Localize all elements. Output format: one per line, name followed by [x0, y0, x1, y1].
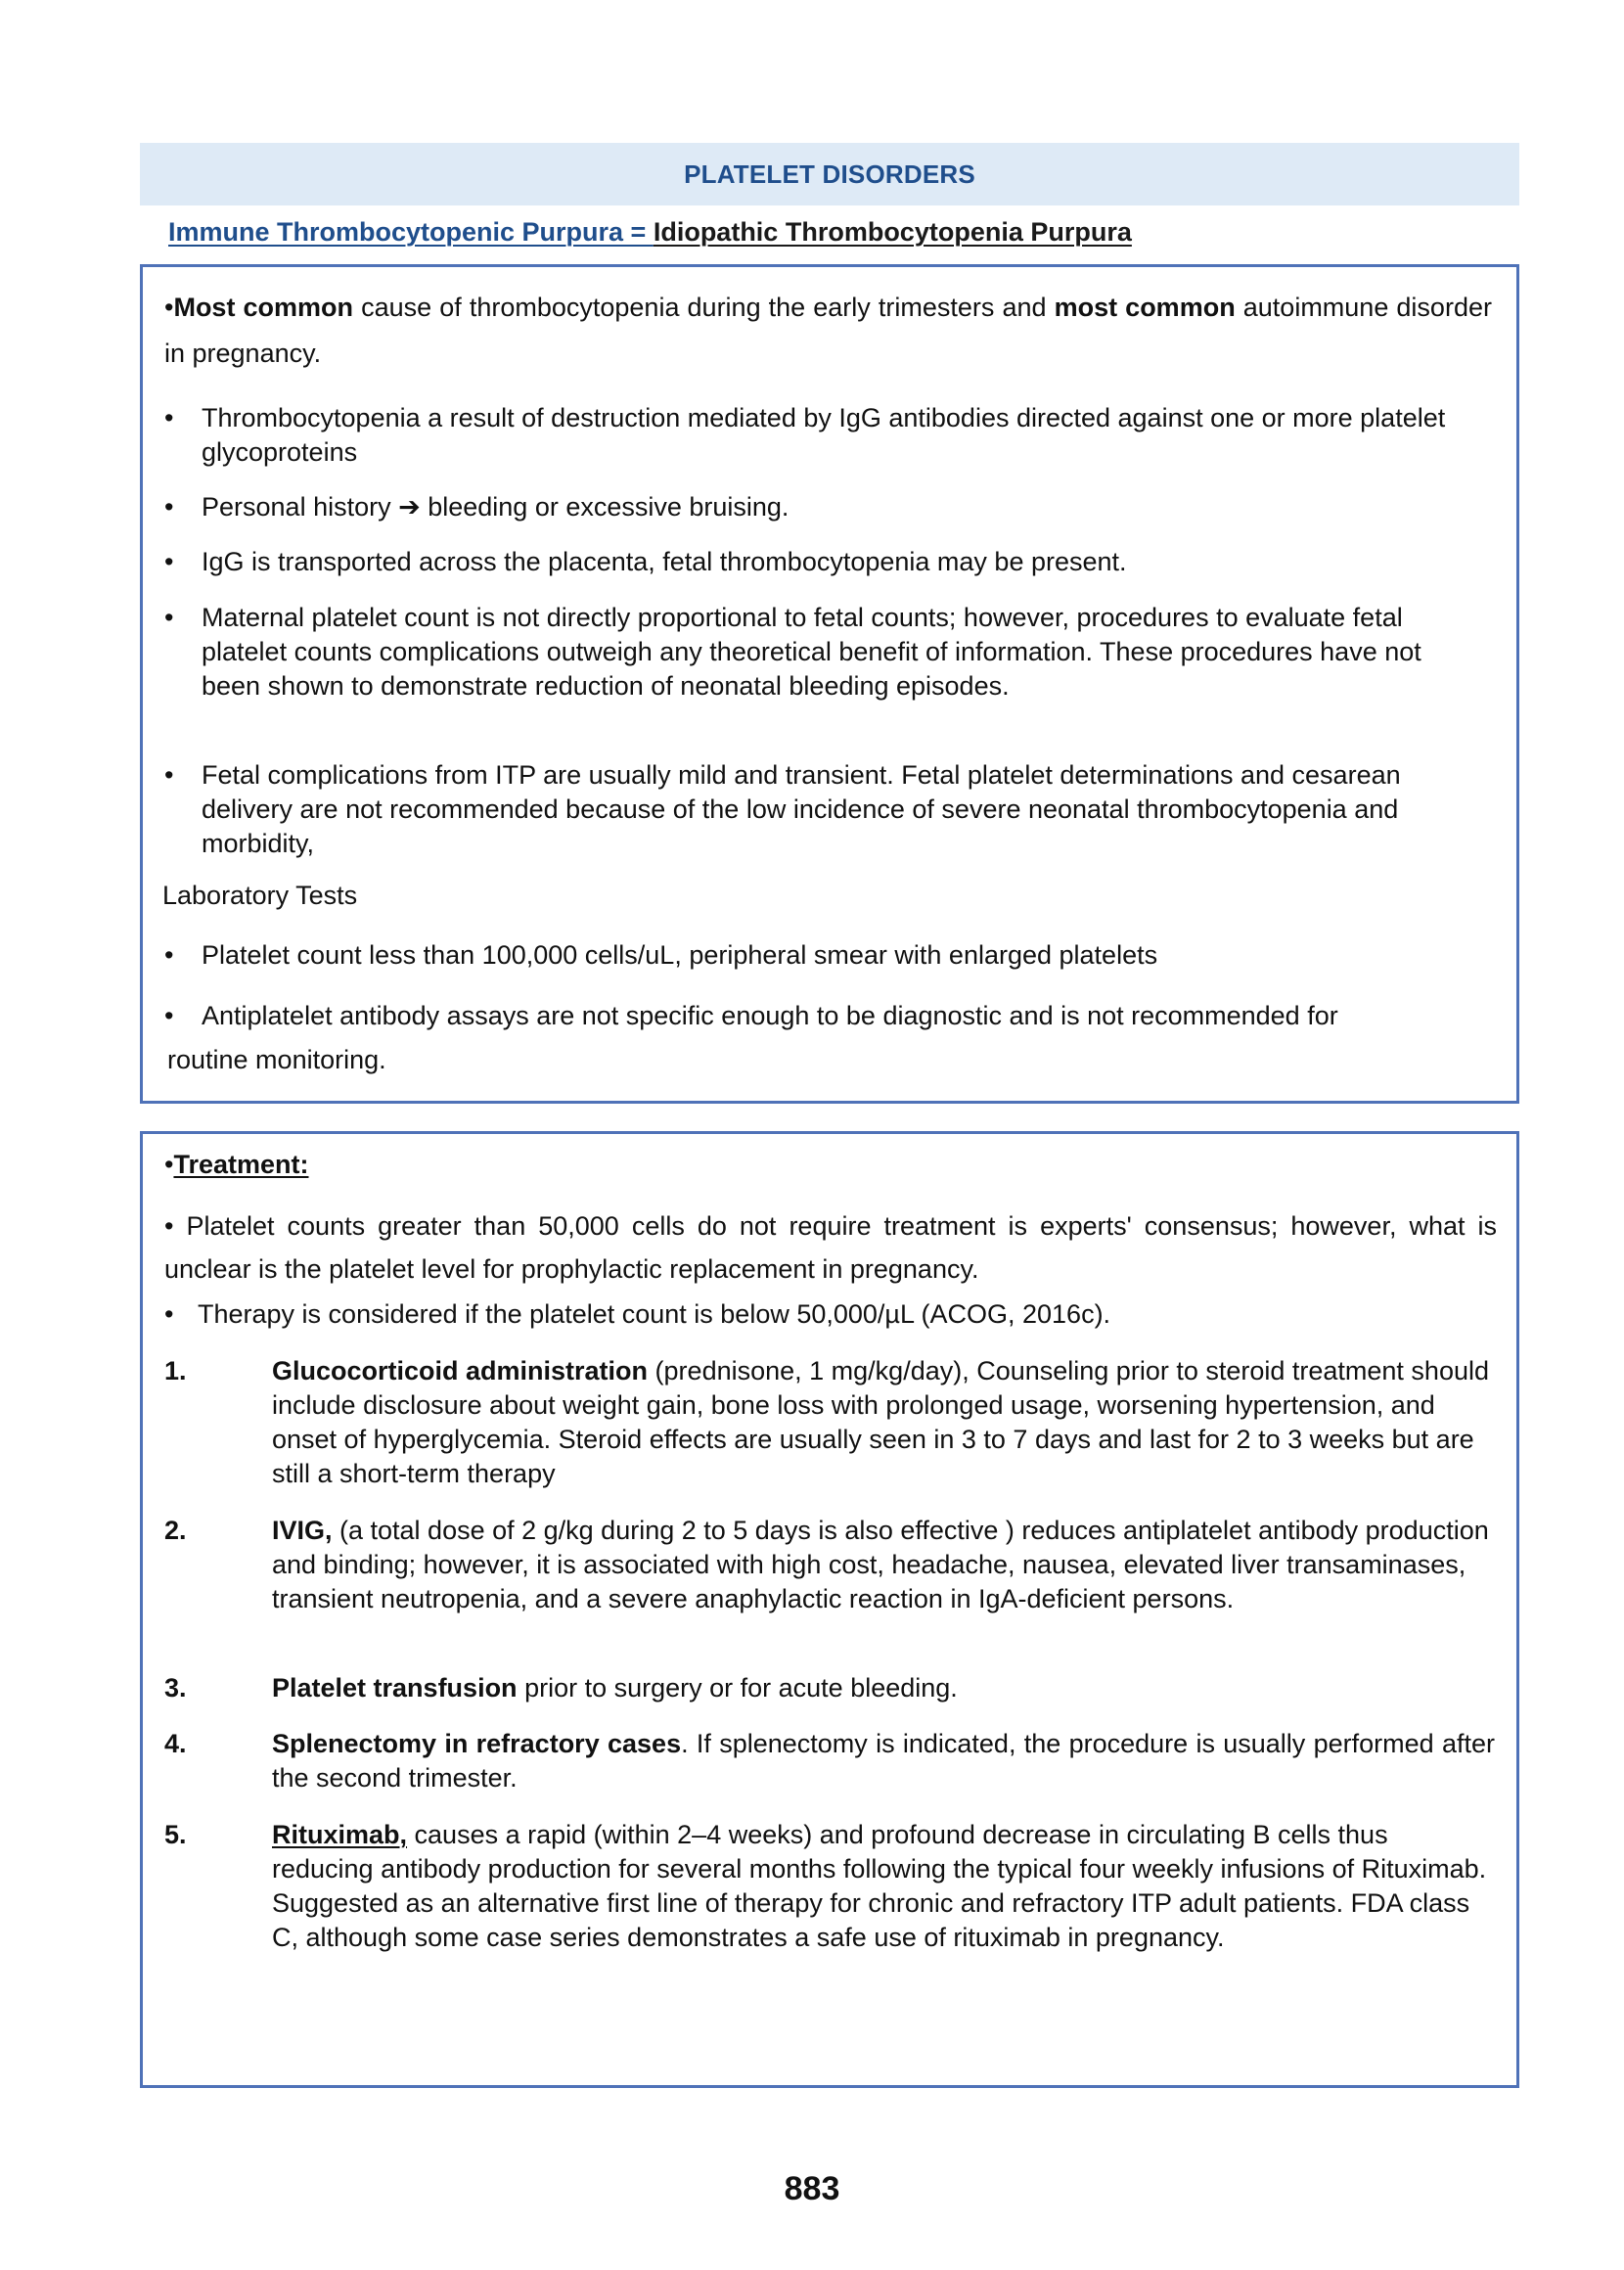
- arrow-right-icon: ➔: [398, 492, 421, 522]
- item-body: . If splenectomy is indicated, the procedure is usually performed after the second trimester.: [272, 1729, 1495, 1793]
- history-label: Personal history: [202, 492, 399, 522]
- bullet-glyph: •: [164, 403, 174, 432]
- item-body: (a total dose of 2 g/kg during 2 to 5 days is also effective ) reduces antiplatelet antibody production and binding; however, it is associated with high cost, headache, nausea, elevated liver transaminases, transient neutropenia, and a severe anaphylactic reaction in IgA-deficient persons.: [272, 1516, 1489, 1613]
- bullet-glyph: •: [164, 603, 174, 632]
- item-text: [272, 1671, 1495, 1705]
- therapy-text: Therapy is considered if the platelet count is below 50,000/µL (ACOG, 2016c).: [198, 1299, 1111, 1329]
- item-title: Splenectomy in refractory cases: [272, 1729, 682, 1758]
- lab-tests-heading: Laboratory Tests: [162, 881, 358, 910]
- list-item-text: Fetal complications from ITP are usually mild and transient. Fetal platelet determinations and cesarean delivery are not recommended because of the low incidence of severe neonatal thrombocytopenia and morbidity,: [202, 760, 1401, 858]
- bullet-glyph: •: [164, 940, 174, 970]
- overview-box: [140, 264, 1519, 1104]
- bullet-glyph: •: [164, 1150, 174, 1179]
- list-item-text: Maternal platelet count is not directly proportional to fetal counts; however, procedures to evaluate fetal platelet counts complications outweigh any theoretical benefit of information. These procedures have not been shown to demonstrate reduction of neonatal bleeding episodes.: [202, 603, 1421, 701]
- list-item-text: IgG is transported across the placenta, fetal thrombocytopenia may be present.: [202, 547, 1127, 576]
- subtitle-synonym: Idiopathic Thrombocytopenia Purpura: [653, 217, 1132, 247]
- item-number: 1.: [164, 1356, 187, 1385]
- item-number: 2.: [164, 1516, 187, 1545]
- item-text: [272, 1514, 1495, 1616]
- item-number: 4.: [164, 1729, 187, 1758]
- bullet-glyph: •: [164, 293, 174, 322]
- intro-mid: cause of thrombocytopenia during the early trimesters and: [353, 293, 1055, 322]
- subtitle: [168, 217, 1132, 248]
- list-item-text: Platelet count less than 100,000 cells/uL, peripheral smear with enlarged platelets: [202, 940, 1158, 970]
- item-body: prior to surgery or for acute bleeding.: [517, 1673, 958, 1702]
- consensus-paragraph: • Platelet counts greater than 50,000 cells do not require treatment is experts' consensus; however, what is unclear is the platelet level for prophylactic replacement in pregnancy.: [164, 1211, 1497, 1284]
- item-text: [272, 1727, 1495, 1795]
- list-item-text: Antiplatelet antibody assays are not specific enough to be diagnostic and is not recommended for: [202, 1001, 1338, 1030]
- history-text: bleeding or excessive bruising.: [420, 492, 789, 522]
- item-body: causes a rapid (within 2–4 weeks) and profound decrease in circulating B cells thus reducing antibody production for several months following the typical four weekly infusions of Rituximab. Suggested as an alternative first line of therapy for chronic and refractory ITP adult patients. FDA class C, although some case series demonstrates a safe use of rituximab in pregnancy.: [272, 1820, 1487, 1952]
- item-number: 3.: [164, 1673, 187, 1702]
- page-title: PLATELET DISORDERS: [684, 159, 975, 189]
- bullet-glyph: •: [164, 1299, 174, 1329]
- list-item-text: Thrombocytopenia a result of destruction mediated by IgG antibodies directed against one or more platelet glycoproteins: [202, 403, 1446, 467]
- treatment-box: [140, 1131, 1519, 2088]
- item-title: IVIG,: [272, 1516, 333, 1545]
- section-header: [140, 143, 1519, 205]
- intro-paragraph: [164, 285, 1492, 377]
- bullet-glyph: •: [164, 760, 174, 790]
- subtitle-term: Immune Thrombocytopenic Purpura =: [168, 217, 654, 247]
- item-number: 5.: [164, 1820, 187, 1849]
- bullet-glyph: •: [164, 547, 174, 576]
- item-text: [272, 1354, 1495, 1491]
- intro-bold-1: Most common: [173, 293, 354, 322]
- lab-tail: routine monitoring.: [167, 1045, 386, 1074]
- intro-rest: autoimmune disorder in pregnancy.: [164, 293, 1492, 368]
- item-title: Glucocorticoid administration: [272, 1356, 649, 1385]
- bullet-glyph: •: [164, 1001, 174, 1030]
- item-text: [272, 1818, 1495, 1955]
- page-number: 883: [784, 2170, 840, 2207]
- intro-bold-2: most common: [1054, 293, 1236, 322]
- item-title: Platelet transfusion: [272, 1673, 518, 1702]
- treatment-heading-text: Treatment:: [173, 1150, 309, 1179]
- list-item-text: [202, 490, 1475, 524]
- bullet-glyph: •: [164, 492, 174, 522]
- treatment-heading: [164, 1148, 309, 1182]
- item-body: (prednisone, 1 mg/kg/day), Counseling prior to steroid treatment should include disclosure about weight gain, bone loss with prolonged usage, worsening hypertension, and onset of hyperglycemia. Steroid effects are usually seen in 3 to 7 days and last for 2 to 3 weeks but are still a short-term therapy: [272, 1356, 1489, 1488]
- item-title: Rituximab,: [272, 1820, 408, 1849]
